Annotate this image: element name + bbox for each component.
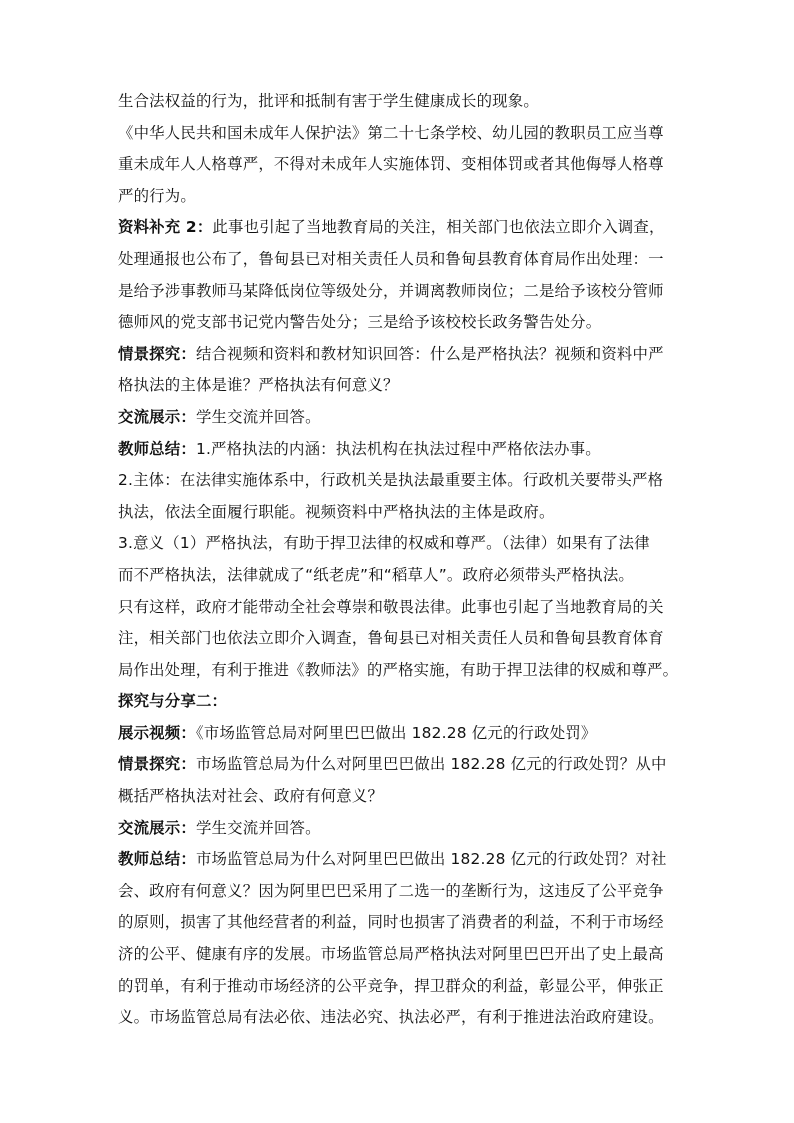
text-line — [118, 339, 678, 371]
line-text: 1.严格执法的内涵：执法机构在执法过程中严格依法办事。 — [195, 439, 601, 458]
line-text: 市场监管总局为什么对阿里巴巴做出 182.28 亿元的行政处罚？对社 — [195, 850, 667, 869]
line-label: 情景探究： — [118, 344, 196, 363]
text-line — [118, 276, 678, 308]
text-line — [118, 781, 678, 813]
text-line — [118, 655, 678, 687]
line-text: 格执法的主体是谁？严格执法有何意义？ — [118, 376, 399, 395]
line-text: 《市场监管总局对阿里巴巴做出 182.28 亿元的行政处罚》 — [195, 723, 597, 742]
line-text: 的罚单，有利于推动市场经济的公平竞争，捍卫群众的利益，彰显公平，伸张正 — [118, 976, 664, 995]
text-line — [118, 497, 678, 529]
line-text: 局作出处理，有利于推进《教师法》的严格实施，有助于捍卫法律的权威和尊严。 — [118, 660, 679, 679]
text-line — [118, 370, 678, 402]
line-text: 会、政府有何意义？因为阿里巴巴采用了二选一的垄断行为，这违反了公平竞争 — [118, 881, 664, 900]
text-line — [118, 244, 678, 276]
text-line — [118, 876, 678, 908]
line-text: 3.意义（1）严格执法，有助于捍卫法律的权威和尊严。（法律）如果有了法律 — [118, 534, 650, 553]
line-text: 市场监管总局为什么对阿里巴巴做出 182.28 亿元的行政处罚？从中 — [195, 755, 667, 774]
text-line — [118, 434, 678, 466]
text-line — [118, 1002, 678, 1034]
text-line — [118, 749, 678, 781]
line-text: 重未成年人人格尊严，不得对未成年人实施体罚、变相体罚或者其他侮辱人格尊 — [118, 155, 664, 174]
text-line — [118, 149, 678, 181]
line-text: 学生交流并回答。 — [195, 407, 321, 426]
line-text: 而不严格执法，法律就成了“纸老虎”和“稻草人”。政府必须带头严格执法。 — [118, 565, 635, 584]
line-text: 义。市场监管总局有法必依、违法必究、执法必严，有利于推进法治政府建设。 — [118, 1008, 664, 1027]
text-line — [118, 907, 678, 939]
line-text: 只有这样，政府才能带动全社会尊崇和敬畏法律。此事也引起了当地教育局的关 — [118, 597, 664, 616]
line-label: 情景探究： — [118, 755, 196, 774]
line-text: 济的公平、健康有序的发展。市场监管总局严格执法对阿里巴巴开出了史上最高 — [118, 945, 664, 964]
line-text: 处理通报也公布了，鲁甸县已对相关责任人员和鲁甸县教育体育局作出处理：一 — [118, 249, 664, 268]
text-line — [118, 307, 678, 339]
text-line — [118, 465, 678, 497]
line-text: 德师风的党支部书记党内警告处分；三是给予该校校长政务警告处分。 — [118, 313, 602, 332]
text-line — [118, 592, 678, 624]
text-line — [118, 528, 678, 560]
line-text: 2.主体：在法律实施体系中，行政机关是执法最重要主体。行政机关要带头严格 — [118, 471, 664, 490]
line-text: 《中华人民共和国未成年人保护法》第二十七条学校、幼儿园的教职员工应当尊 — [118, 123, 664, 142]
line-text: 是给予涉事教师马某降低岗位等级处分，并调离教师岗位；二是给予该校分管师 — [118, 281, 664, 300]
text-line — [118, 118, 678, 150]
line-label: 交流展示： — [118, 407, 196, 426]
text-line — [118, 844, 678, 876]
line-text: 严的行为。 — [118, 186, 196, 205]
line-label: 资料补充 2： — [118, 218, 213, 237]
line-text: 执法，依法全面履行职能。视频资料中严格执法的主体是政府。 — [118, 502, 555, 521]
line-label: 探究与分享二： — [118, 692, 228, 711]
line-text: 结合视频和资料和教材知识回答：什么是严格执法？视频和资料中严 — [195, 344, 664, 363]
text-line — [118, 813, 678, 845]
line-text: 此事也引起了当地教育局的关注，相关部门也依法立即介入调查， — [212, 218, 665, 237]
line-label: 教师总结： — [118, 439, 196, 458]
text-line — [118, 402, 678, 434]
line-text: 概括严格执法对社会、政府有何意义？ — [118, 787, 384, 806]
line-text: 的原则，损害了其他经营者的利益，同时也损害了消费者的利益，不利于市场经 — [118, 913, 664, 932]
text-line — [118, 939, 678, 971]
text-line — [118, 181, 678, 213]
line-label: 展示视频： — [118, 723, 196, 742]
line-label: 教师总结： — [118, 850, 196, 869]
section-heading — [118, 686, 678, 718]
text-line — [118, 718, 678, 750]
line-label: 交流展示： — [118, 818, 196, 837]
text-line — [118, 623, 678, 655]
line-text: 学生交流并回答。 — [195, 818, 321, 837]
text-line — [118, 212, 678, 244]
text-line — [118, 86, 678, 118]
text-line — [118, 971, 678, 1003]
document-body — [118, 86, 678, 1034]
line-text: 生合法权益的行为，批评和抵制有害于学生健康成长的现象。 — [118, 92, 539, 110]
line-text: 注，相关部门也依法立即介入调查，鲁甸县已对相关责任人员和鲁甸县教育体育 — [118, 629, 664, 648]
text-line — [118, 560, 678, 592]
